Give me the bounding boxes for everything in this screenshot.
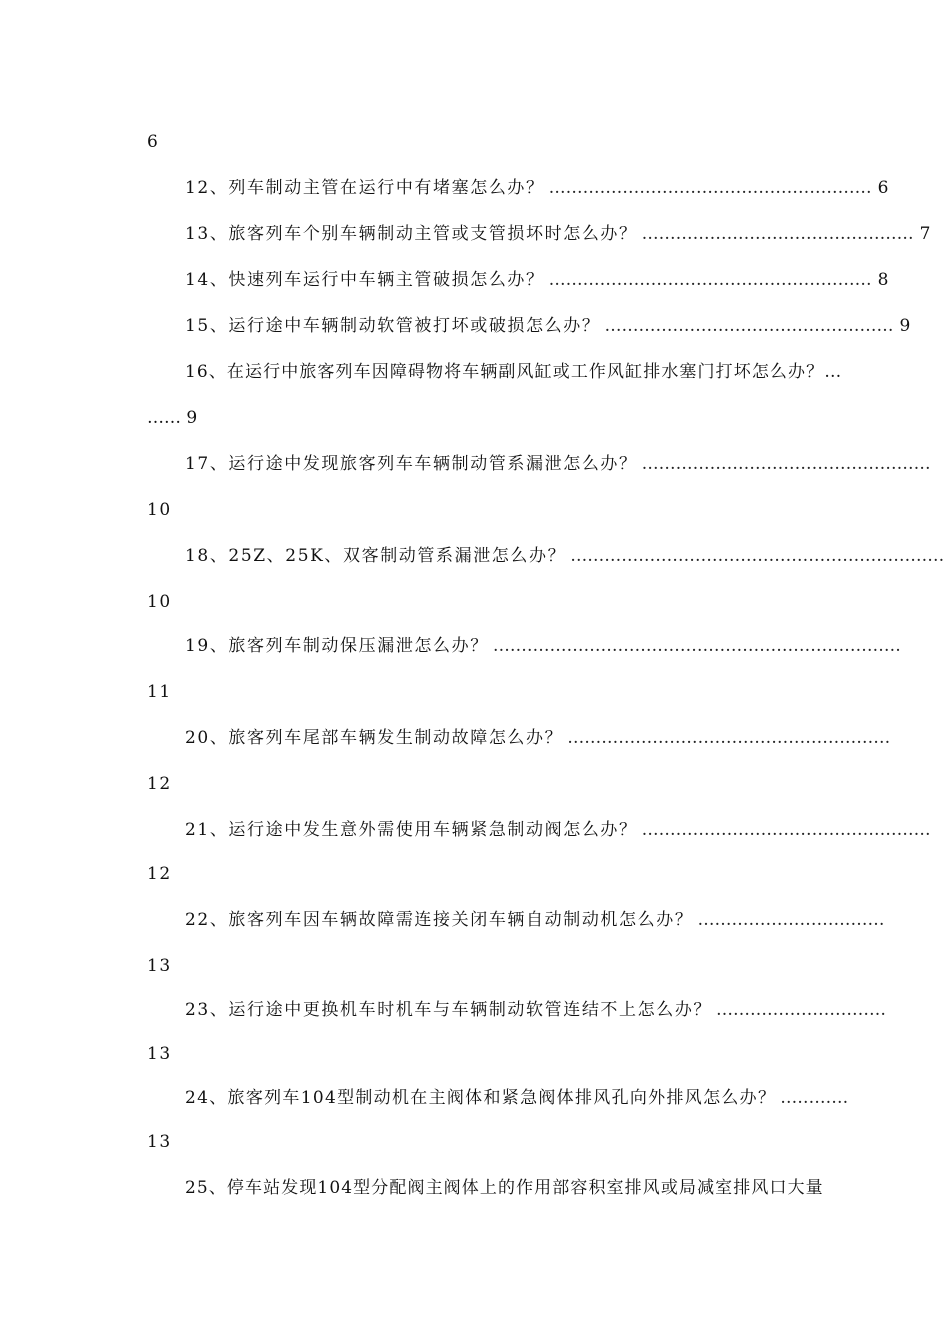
toc-leader-dots: ………………………………………………………… xyxy=(570,546,945,566)
toc-entry-text: 24、旅客列车104型制动机在主阀体和紧急阀体排风孔向外排风怎么办？ xyxy=(185,1088,777,1108)
toc-entry-19[interactable] xyxy=(185,634,901,658)
toc-top-page-number: 6 xyxy=(147,132,160,152)
toc-entry-text: 20、旅客列车尾部车辆发生制动故障怎么办？ xyxy=(185,728,564,748)
toc-leader-dots: …………………………………………… xyxy=(641,820,931,840)
toc-leader-dots: …………………………………………… xyxy=(641,454,931,474)
toc-entry-text: 16、在运行中旅客列车因障碍物将车辆副风缸或工作风缸排水塞门打坏怎么办？… xyxy=(185,362,843,382)
toc-entry-12[interactable] xyxy=(185,176,889,200)
toc-leader-dots: ………………………………………… xyxy=(641,224,914,244)
toc-entry-text: 21、运行途中发生意外需使用车辆紧急制动阀怎么办？ xyxy=(185,820,638,840)
toc-page-number: 9 xyxy=(899,316,911,336)
toc-page-number: 12 xyxy=(147,864,172,884)
toc-entry-13[interactable] xyxy=(185,222,931,246)
toc-entry-text: 23、运行途中更换机车时机车与车辆制动软管连结不上怎么办？ xyxy=(185,1000,713,1020)
toc-page-number: 8 xyxy=(877,270,889,290)
toc-page-number: 13 xyxy=(147,956,172,976)
toc-entry-text: 17、运行途中发现旅客列车车辆制动管系漏泄怎么办？ xyxy=(185,454,638,474)
toc-entry-25[interactable] xyxy=(185,1176,859,1200)
toc-entry-text: 22、旅客列车因车辆故障需连接关闭车辆自动制动机怎么办？ xyxy=(185,910,694,930)
toc-page-number: 12 xyxy=(147,774,172,794)
toc-entry-23[interactable] xyxy=(185,998,887,1022)
toc-leader-dots: ……………………………………………………………… xyxy=(492,636,901,656)
toc-entry-16-continuation xyxy=(147,406,859,430)
toc-entry-20[interactable] xyxy=(185,726,891,750)
toc-page-number: 10 xyxy=(147,500,172,520)
toc-entry-15[interactable] xyxy=(185,314,911,338)
toc-leader-dots: ………… xyxy=(780,1088,849,1108)
toc-page-number: 7 xyxy=(919,224,931,244)
toc-leader-dots: …………………………………………… xyxy=(604,316,894,336)
toc-entry-17[interactable] xyxy=(185,452,931,476)
toc-entry-text: 19、旅客列车制动保压漏泄怎么办？ xyxy=(185,636,489,656)
toc-entry-21[interactable] xyxy=(185,818,931,842)
toc-entry-14[interactable] xyxy=(185,268,889,292)
toc-entry-text: 25、停车站发现104型分配阀主阀体上的作用部容积室排风或局减室排风口大量 xyxy=(185,1178,824,1198)
toc-entry-22[interactable] xyxy=(185,908,885,932)
toc-entry-16[interactable] xyxy=(185,360,859,384)
toc-entry-text: 12、列车制动主管在运行中有堵塞怎么办？ xyxy=(185,178,545,198)
toc-leader-dots: ………………………………………………… xyxy=(548,178,872,198)
toc-leader-and-page: …… 9 xyxy=(147,408,198,428)
toc-entry-24[interactable] xyxy=(185,1086,859,1110)
toc-leader-dots: ………………………………………………… xyxy=(567,728,891,748)
toc-entry-text: 13、旅客列车个别车辆制动主管或支管损坏时怎么办？ xyxy=(185,224,638,244)
toc-leader-dots: ………………………………………………… xyxy=(548,270,872,290)
toc-page-number: 11 xyxy=(147,682,172,702)
toc-leader-dots: ………………………… xyxy=(716,1000,887,1020)
toc-entry-18[interactable] xyxy=(185,544,945,568)
toc-entry-text: 15、运行途中车辆制动软管被打坏或破损怎么办？ xyxy=(185,316,601,336)
toc-page-number: 13 xyxy=(147,1132,172,1152)
toc-page-number: 10 xyxy=(147,592,172,612)
toc-entry-text: 14、快速列车运行中车辆主管破损怎么办？ xyxy=(185,270,545,290)
toc-page-number: 13 xyxy=(147,1044,172,1064)
toc-page-number: 6 xyxy=(877,178,889,198)
toc-leader-dots: …………………………… xyxy=(697,910,885,930)
toc-entry-text: 18、25Z、25K、双客制动管系漏泄怎么办？ xyxy=(185,546,567,566)
